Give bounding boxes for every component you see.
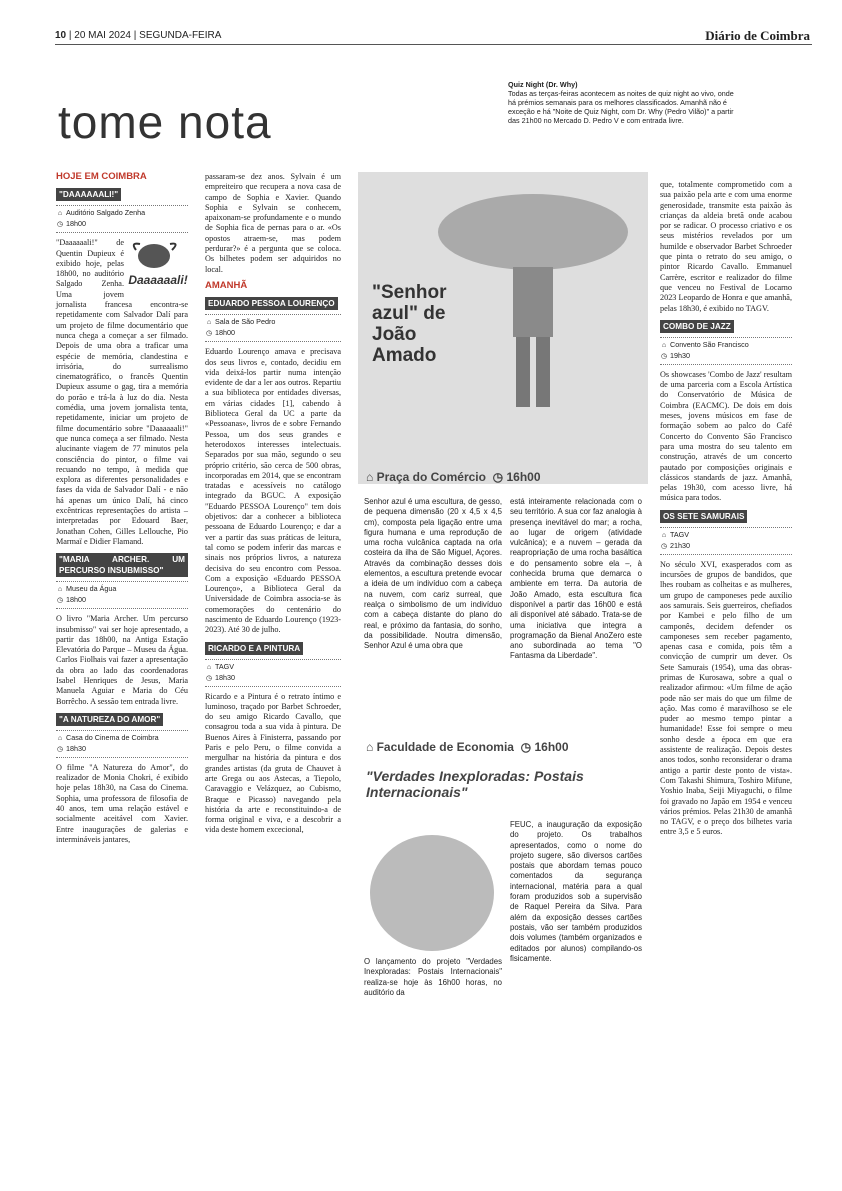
event-tag: "DAAAAAALI!" [56,188,121,201]
event-meta [56,205,188,233]
column-1 [56,172,188,851]
column-4 [660,180,792,844]
event-text: Os showcases 'Combo de Jazz' resultam de uma parceria com a Escola Artística do Conservatório de Música de Coimbra (EACMC). De dois em dois meses, jovens músicos em fase de formação sobem ao palco do Café Concerto do Convento São Francisco para uma mostra do seu talento em construção, através de um concerto pautado por composições originais e clássicos standards de jazz. Amanhã, pelas 19h30, com acesso livre, há música para todos. [660,369,792,503]
header-divider [55,44,812,45]
page-date: 20 MAI 2024 [74,30,131,41]
continued-text: que, totalmente comprometido com a sua paixão pela arte e com uma enorme generosidade, transmite esta paixão às crianças da aldeia bretã onde acabou por se radicar. O processo criativo e os seus mistérios revelados por um humilde e observador Barbet Schroeder que pinta o retrato do seu amigo, o pintor Ricardo Cavallo. Emmanuel Carrère, escritor e realizador do filme que venceu no Festival de Locarno 2023 Leopardo de Honra e que amanhã, pelas 18h30, é exibido no TAGV. [660,180,792,313]
event-time: 18h00 [66,595,86,605]
clock-icon: ◷ [492,470,504,484]
event-place: Sala de São Pedro [215,317,276,327]
event-meta [660,527,792,555]
event-tag: OS SETE SAMURAIS [660,510,747,523]
verdades-location: Faculdade de Economia [376,740,514,754]
clock-icon: ◷ [205,674,213,682]
clock-icon: ◷ [660,352,668,360]
event-meta [56,581,188,609]
senhor-azul-text-b: está inteiramente relacionada com o seu território. A sua cor faz analogia à presença inevitável do mar; a rocha, ao lugar de origem (atividade vulcânica); e a nuvem – gerada da reapropriação de uma rocha basáltica e do pensamento sobre ela –, à conhecida bruma que demarca o ambiente em terra. Da autoria de João Amado, esta escultura fica disponível a partir das 16h00 e está ali disponível até sábado. Trata-se de uma iniciativa que integra a programação da Bienal AnoZero este ano subordinada ao tema "O Fantasma da Liberdade". [510,497,642,661]
verdades-text-b: FEUC, a inauguração da exposição do projeto. Os trabalhos apresentados, como o nome do projeto sugere, são diversos cartões postais que abordam temas pouco comentados da segurança internacional, matéria para a qual foram produzidos sob a supervisão de Raquel Pereira da Silva. Para além da exposição desses cartões postais, vão ser também produzidos dois volumes (também organizados e editados por alunos) compilando-os fisicamente. [510,820,642,963]
event-time: 21h30 [670,540,690,550]
event-tag: "A NATUREZA DO AMOR" [56,713,163,726]
house-icon: ⌂ [661,341,667,349]
turtle-photo [370,835,494,951]
event-text: O livro "Maria Archer. Um percurso insubmisso" vai ser hoje apresentado, a partir das 18h00, na Antiga Estação Elevatória do Parque – Museu da Água. Carlos Fiolhais vai fazer a apresentação da obra ao lado das coordenadoras Isabel Henriques de Jesus, Maria Manuela Aguiar e Maria do Céu Borrêcho. A sessão tem entrada livre. [56,614,188,706]
event-place: TAGV [215,661,235,671]
event-place: Casa do Cinema de Coimbra [66,732,159,742]
section-amanha: AMANHÃ [205,279,248,291]
verdades-text-a: O lançamento do projeto "Verdades Inexploradas: Postais Internacionais" realiza-se hoje às 16h00 horas, no auditório da [364,957,502,997]
senhor-azul-title: "Senhor azul" de João Amado [372,282,447,366]
house-icon: ⌂ [366,470,374,484]
newspaper-logo: Diário de Coimbra [705,28,810,43]
clock-icon: ◷ [520,740,532,754]
page-header: 10 | 20 MAI 2024 | SEGUNDA-FEIRA [55,30,222,41]
event-meta [660,337,792,365]
event-meta [56,730,188,758]
quiz-box [508,80,738,125]
page-weekday: SEGUNDA-FEIRA [139,30,222,41]
event-time: 19h30 [670,350,690,360]
event-text: No século XVI, exasperados com as incursões de grupos de bandidos, que lhes roubam as colheitas e as mulheres, um grupo de camponeses pede auxílio aos samurais. Seis guerreiros, chefiados por Kambei e pelo filho de um camponês, decidem defender os camponeses sem receber pagamento, apenas casa e comida, pois têm a convicção de cumprir um dever. Os Sete Samurais (1954), uma das obras-primas de Kurosawa, sobre a qual o realizador afirmou: «Um filme de ação pode não ser mais do que um filme de ação. Mas como é maravilhoso se ele puder ao mesmo tempo pintar a humanidade! Esse foi sempre o meu sonho desde a época em que era assistente de realização. Depois destes anos todos, sonho reconsiderar o drama antigo a partir deste ponto de vista». Com Takashi Shimura, Toshiro Mifune, Yoshio Inaba, Seiji Miyaguchi, o filme foi gravado no Japão em 1954 e venceu vários prémios. Pelas 21h30 de amanhã no TAGV, e o preço dos bilhetes varia entre 3,5 e 5 euros. [660,559,792,837]
house-icon: ⌂ [661,531,667,539]
senhor-azul-time: 16h00 [506,470,541,484]
event-place: Museu da Água [66,584,117,594]
clock-icon: ◷ [56,745,64,753]
section-title: tome nota [58,96,272,148]
senhor-azul-text-a: Senhor azul é uma escultura, de gesso, de pequena dimensão (20 x 4,5 x 4,5 cm), composta pela ligação entre uma figura humana e uma reprodução de uma rocha vulcânica captada na orla costeira da ilha de São Miguel, Açores. Através da combinação desses dois elementos, a escultura pretende evocar a ideia de um indivíduo com a cabeça na nuvem, com cariz surreal, que realça o simbolismo de um indivíduo com a cabeça distante do plano do real, e próximo da fantasia, do sonho, da possibilidade. Noutra dimensão, Senhor Azul é uma obra que [364,497,502,651]
clock-icon: ◷ [660,542,668,550]
event-meta [205,659,341,687]
house-icon: ⌂ [366,740,374,754]
house-icon: ⌂ [57,586,63,594]
svg-text:Daaaaaali!: Daaaaaali! [128,273,188,288]
event-time: 18h00 [66,219,86,229]
page-number: 10 [55,30,67,41]
senhor-azul-location: Praça do Comércio [376,470,486,484]
clock-icon: ◷ [56,221,64,229]
house-icon: ⌂ [57,734,63,742]
event-time: 18h30 [66,743,86,753]
daaaaaali-logo [128,238,188,292]
house-icon: ⌂ [206,319,212,327]
continued-text: passaram-se dez anos. Sylvain é um empreiteiro que recupera a nova casa de campo de Sophia e Xavier. Quando Sophia e Sylvain se conhecem, apaixonam-se profundamente e o mundo de Sophia fica de pernas para o ar. «Os opostos atraem-se, mas podem perdurar?» é a pergunta que se coloca. Os bilhetes podem ser adquiridos no local. [205,172,341,274]
event-place: TAGV [670,529,690,539]
event-place: Auditório Salgado Zenha [66,208,146,218]
event-tag: COMBO DE JAZZ [660,320,734,333]
section-hoje: HOJE EM COIMBRA [56,171,147,182]
verdades-title: "Verdades Inexploradas: Postais Internacionais" [366,768,584,800]
quiz-title: Quiz Night (Dr. Why) [508,80,578,89]
event-tag: EDUARDO PESSOA LOURENÇO [205,297,338,310]
house-icon: ⌂ [206,663,212,671]
event-tag: RICARDO E A PINTURA [205,642,303,655]
event-place: Convento São Francisco [670,339,749,349]
clock-icon: ◷ [56,597,64,605]
event-tag: "MARIA ARCHER. UM PERCURSO INSUBMISSO" [56,553,188,577]
event-text: Eduardo Lourenço amava e precisava dos seus livros e, contado, decidiu em vida deixá-los partir numa intenção evidente de dar a ler aos outros. Repartiu a sua biblioteca por entidades diversas, em várias cidades [1], cabendo à Biblioteca Geral da UC a parte da «Pessoanas», livros de e sobre Fernando Pessoa, um dos seus grandes e heterodoxos interesses intelectuais. Separados por sua mão, segundo o seu próprio critério, são cerca de 500 obras, incorporadas em 2014, que se encontram tratadas e acessíveis no catálogo integrado da BGUC. A exposição "Eduardo PESSOA Lourenço" tem dois objetivos: dar a conhecer a biblioteca pessoana de Eduardo Lourenço; e dar a ver a partir das suas práticas de leitura, tal como se podem inferir das marcas e sinais nos próprios livros, a natureza decisiva do seu encontro com Pessoa. Com a exposição «Eduardo PESSOA Lourenço», a Biblioteca Geral da Universidade de Coimbra associa-se às comemorações do centenário do nascimento de Eduardo Lourenço (1923-2023). Até 30 de julho. [205,347,341,635]
event-text: O filme "A Natureza do Amor", do realizador de Monia Chokri, é exibido hoje pelas 18h30, na Casa do Cinema. Sophia, uma professora de filosofia de 40 anos, tem uma relação estável e socialmente aceitável com Xavier. Entre inaugurações de galerias e intermináveis jantares, [56,762,188,844]
event-time: 18h00 [215,328,235,338]
column-2 [205,172,341,842]
senhor-azul-meta [366,470,541,484]
quiz-text: Todas as terças-feiras acontecem as noites de quiz night ao vivo, onde há prémios semanais para os melhores classificados. Amanhã não é exceção e há "Noite de Quiz Night, com Dr. Why (Pedro Vilão)" a partir das 21h00 no Mercado D. Pedro V e com entrada livre. [508,89,734,125]
event-time: 18h30 [215,672,235,682]
clock-icon: ◷ [205,330,213,338]
verdades-meta [366,740,569,754]
event-text: "Daaaaaali!" de Quentin Dupieux é exibido hoje, pelas 18h00, no auditório Salgado Zenha. Uma jovem jornalista francesa encontra-se repetidamente com Salvador Dalí para um projeto de filme documentário que nunca chega a começar a ser filmado. Depois de uma obra a traficar uma espécie de memória, clandestina e irrisória, do surrealismo cinematográfico, o francês Quentin Dupieux assume o gag, tira a memória do porão e trá-la à luz do dia. Nesta comédia, uma jovem jornalista tenta, repetidamente, iniciar um projeto de filme documentário sobre "Daaaaaali!" que nunca começa a ser filmado. Nesta alucinante viagem de 77 minutos pela consciência do pintor, o filme vai recuando no tempo, à medida que explora as diferentes personalidades e fases da vida de Salvador Dalí - e não há apenas um único Dalí, há cinco excêntricas representações do artista – interpretadas por Edouard Baer, Jonathan Cohen, Gilles Lellouche, Pio Marmaï e Didier Flamand. [56,238,188,546]
event-meta [205,314,341,342]
verdades-time: 16h00 [534,740,569,754]
event-text: Ricardo e a Pintura é o retrato íntimo e luminoso, traçado por Barbet Schroeder, do seu amigo Ricardo Cavallo, que consagrou toda a sua vida à pintura. De Buenos Aires à Finisterra, passando por Paris e pelo Peru, o filme convida a mergulhar na história da pintura e dos grandes artistas (da gruta de Chauvet à arte Grega ou aos Astecas, a Tiepolo, Caravaggio e Velázquez, ao Cubismo, Braque e Picasso) navegando pela história da arte e reconstituindo-a de forma original e viva, e a descobrir a vida deste homem excecional, [205,691,341,835]
house-icon: ⌂ [57,210,63,218]
